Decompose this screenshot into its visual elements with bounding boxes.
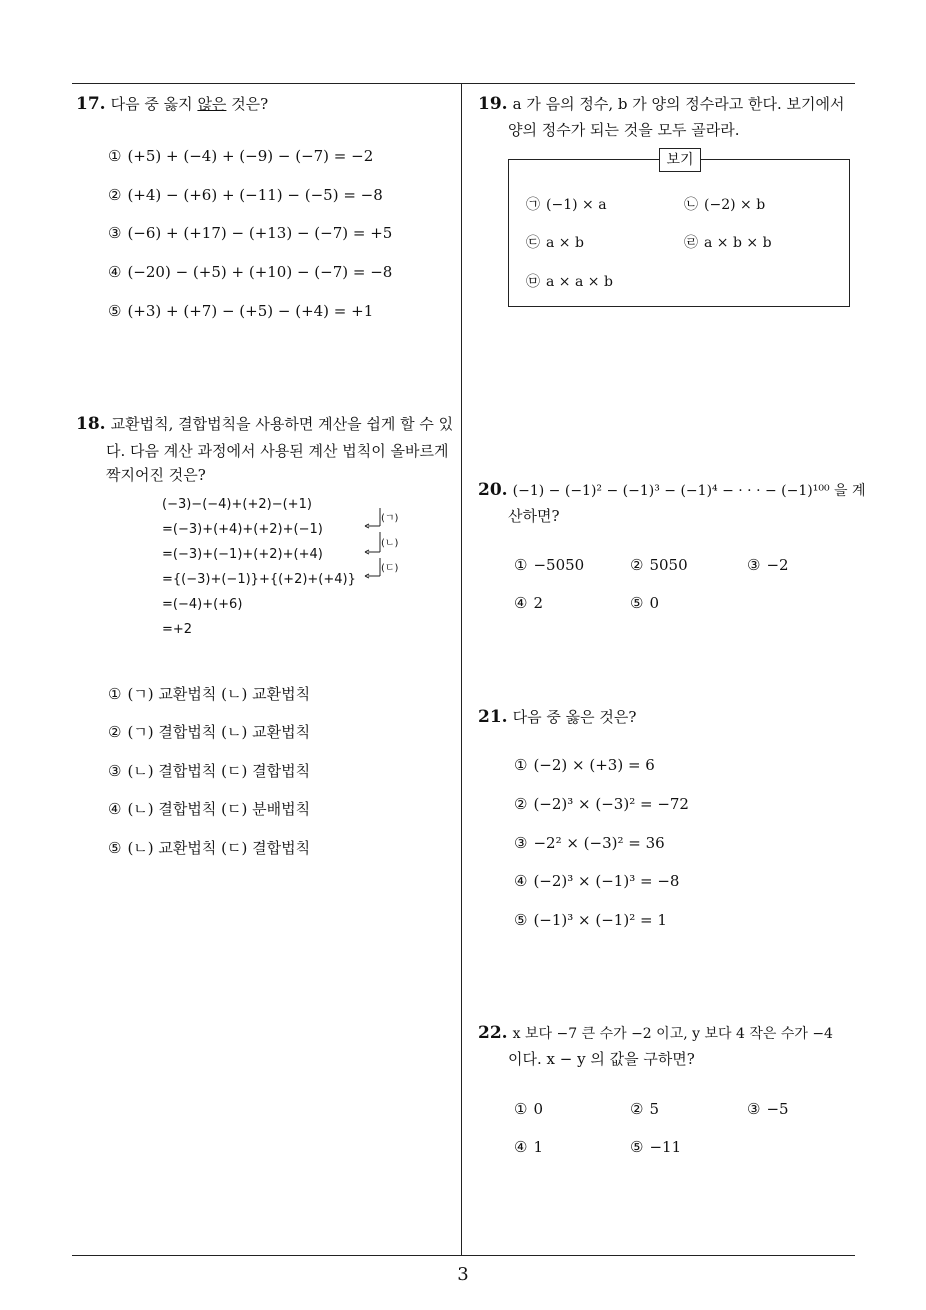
question-text-line3: 짝지어진 것은? — [106, 466, 206, 484]
question-21 — [478, 703, 636, 732]
question-text-line2: 산하면? — [508, 507, 560, 525]
option-5[interactable]: ⑤ (−1)³ × (−1)² = 1 — [514, 911, 667, 929]
bottom-rule — [72, 1255, 855, 1256]
option-3[interactable]: ③ −5 — [747, 1100, 789, 1118]
question-text-line2: 양의 정수가 되는 것을 모두 골라라. — [508, 121, 740, 139]
calc-line: ={(−3)+(−1)}+{(+2)+(+4)} — [162, 572, 356, 587]
question-number: 18. — [76, 414, 106, 434]
question-19 — [478, 90, 858, 119]
question-number: 20. — [478, 480, 508, 500]
option-3[interactable]: ③ −2² × (−3)² = 36 — [514, 834, 665, 852]
option-4[interactable]: ④ (ㄴ) 결합법칙 (ㄷ) 분배법칙 — [108, 800, 311, 818]
bogi-title: 보기 — [659, 148, 701, 172]
underlined-word: 않은 — [197, 95, 227, 113]
option-4[interactable]: ④ 1 — [514, 1138, 543, 1156]
calc-line: =+2 — [162, 622, 193, 637]
question-number: 22. — [478, 1023, 508, 1043]
bogi-item: ㉤ a × a × b — [526, 274, 613, 290]
law-mark-a: (ㄱ) — [381, 513, 399, 524]
law-mark-c: (ㄷ) — [381, 563, 399, 574]
bogi-item: ㉡ (−2) × b — [684, 197, 766, 213]
option-2[interactable]: ② (ㄱ) 결합법칙 (ㄴ) 교환법칙 — [108, 723, 311, 741]
column-divider — [461, 83, 462, 1256]
option-3[interactable]: ③ (−6) + (+17) − (+13) − (−7) = +5 — [108, 224, 393, 242]
calculation-steps — [162, 492, 356, 642]
bogi-item: ㉢ a × b — [526, 235, 584, 251]
page-number: 3 — [457, 1264, 469, 1285]
question-text-line1: x 보다 −7 큰 수가 −2 이고, y 보다 4 작은 수가 −4 — [512, 1026, 833, 1042]
calc-line: =(−3)+(−1)+(+2)+(+4) — [162, 547, 323, 562]
calc-line: =(−4)+(+6) — [162, 597, 243, 612]
question-text: 다음 중 옳은 것은? — [512, 708, 637, 726]
option-2[interactable]: ② 5050 — [630, 556, 688, 574]
option-1[interactable]: ① (ㄱ) 교환법칙 (ㄴ) 교환법칙 — [108, 685, 311, 703]
option-3[interactable]: ③ −2 — [747, 556, 789, 574]
option-2[interactable]: ② 5 — [630, 1100, 659, 1118]
option-2[interactable]: ② (+4) − (+6) + (−11) − (−5) = −8 — [108, 186, 383, 204]
top-rule — [72, 83, 855, 84]
option-1[interactable]: ① 0 — [514, 1100, 543, 1118]
question-number: 19. — [478, 94, 508, 114]
option-3[interactable]: ③ (ㄴ) 결합법칙 (ㄷ) 결합법칙 — [108, 762, 311, 780]
question-text-line2: 다. 다음 계산 과정에서 사용된 계산 법칙이 올바르게 — [106, 442, 449, 460]
question-text-line1: 교환법칙, 결합법칙을 사용하면 계산을 쉽게 할 수 있 — [110, 415, 454, 433]
question-18 — [76, 410, 461, 439]
question-number: 17. — [76, 94, 106, 114]
law-mark-b: (ㄴ) — [381, 538, 399, 549]
option-1[interactable]: ① −5050 — [514, 556, 585, 574]
question-text-line1: (−1) − (−1)² − (−1)³ − (−1)⁴ − · · · − (−1)¹⁰⁰ 을 계 — [512, 483, 866, 499]
option-4[interactable]: ④ (−20) − (+5) + (+10) − (−7) = −8 — [108, 263, 393, 281]
calc-line: =(−3)+(+4)+(+2)+(−1) — [162, 522, 323, 537]
option-5[interactable]: ⑤ 0 — [630, 594, 659, 612]
bogi-item: ㉠ (−1) × a — [526, 197, 607, 213]
option-5[interactable]: ⑤ (ㄴ) 교환법칙 (ㄷ) 결합법칙 — [108, 839, 311, 857]
calc-line: (−3)−(−4)+(+2)−(+1) — [162, 497, 312, 512]
question-number: 21. — [478, 707, 508, 727]
option-4[interactable]: ④ 2 — [514, 594, 543, 612]
option-2[interactable]: ② (−2)³ × (−3)² = −72 — [514, 795, 689, 813]
option-1[interactable]: ① (+5) + (−4) + (−9) − (−7) = −2 — [108, 147, 374, 165]
bogi-item: ㉣ a × b × b — [684, 235, 772, 251]
question-17 — [76, 90, 268, 119]
question-text-line2: 이다. x − y 의 값을 구하면? — [508, 1050, 695, 1068]
option-4[interactable]: ④ (−2)³ × (−1)³ = −8 — [514, 872, 680, 890]
option-5[interactable]: ⑤ −11 — [630, 1138, 682, 1156]
question-text: 다음 중 옳지 않은 것은? — [110, 95, 269, 113]
question-text-line1: a 가 음의 정수, b 가 양의 정수라고 한다. 보기에서 — [512, 95, 845, 113]
option-1[interactable]: ① (−2) × (+3) = 6 — [514, 756, 655, 774]
option-5[interactable]: ⑤ (+3) + (+7) − (+5) − (+4) = +1 — [108, 302, 374, 320]
